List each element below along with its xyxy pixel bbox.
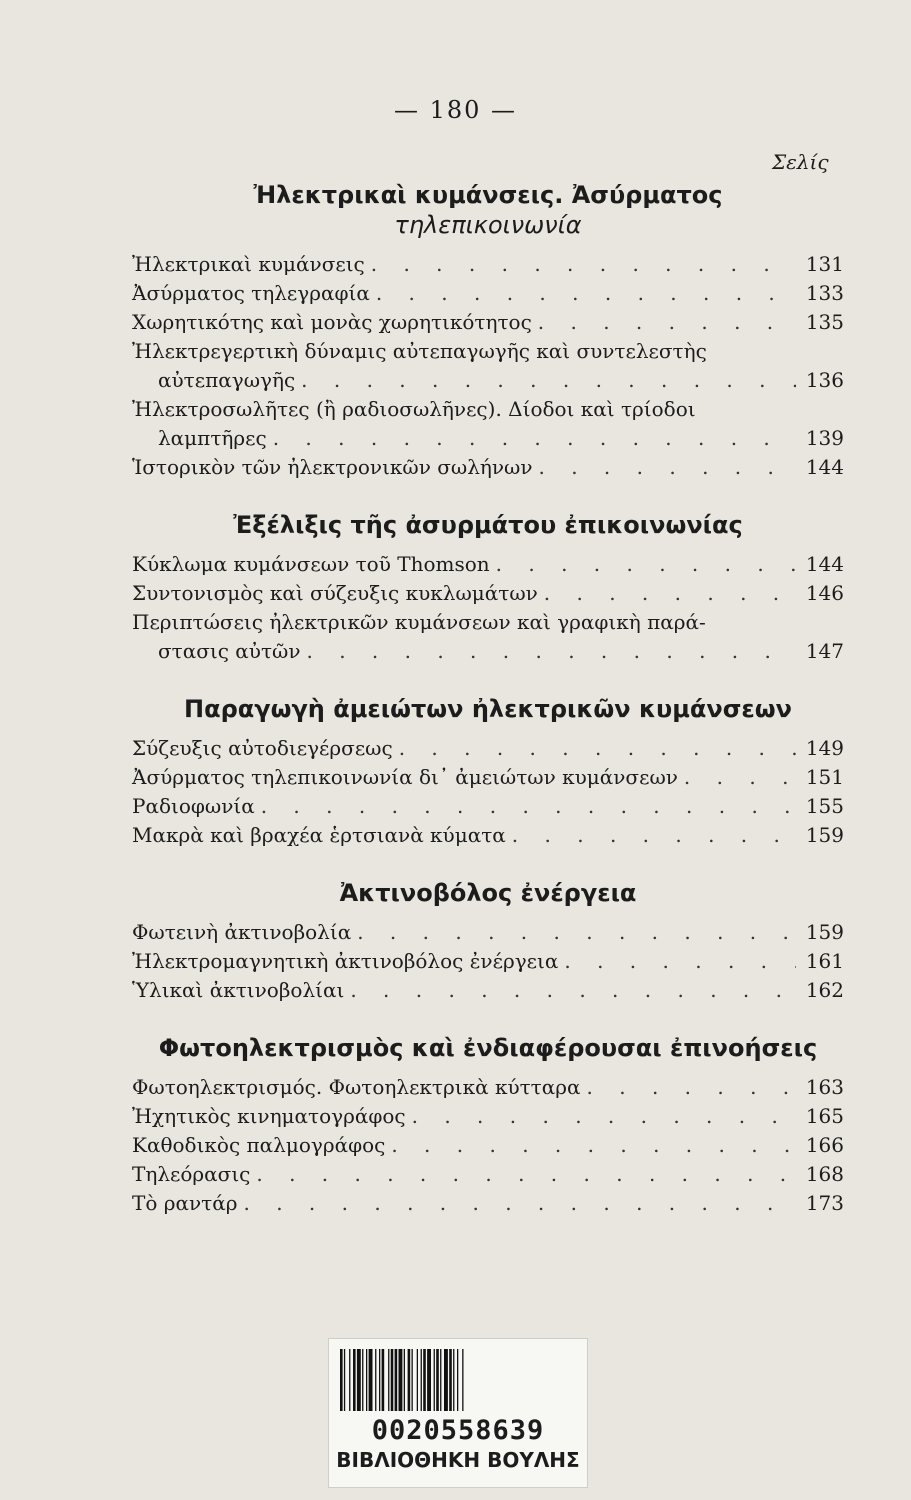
entry-page-number: 159	[805, 823, 844, 847]
entry-title: Συντονισμὸς καὶ σύζευξις κυκλωμάτων	[132, 581, 538, 605]
dot-leader	[399, 734, 796, 763]
toc-section	[132, 510, 844, 686]
entry-text-line: Ἠλεκτρεγερτικὴ δύναμις αὐτεπαγωγῆς καὶ συντελεστὴς	[132, 339, 707, 363]
entry-page-number: 131	[805, 252, 844, 276]
entry-page-number: 133	[805, 281, 844, 305]
page-number: — 180 —	[393, 96, 518, 124]
barcode-number: 0020558639	[371, 1415, 545, 1446]
entry-title: Ἠχητικὸς κινηματογράφος	[132, 1104, 406, 1128]
toc-entry	[132, 792, 844, 821]
entry-page-number: 149	[805, 736, 844, 760]
toc-entry	[132, 1073, 844, 1102]
entry-text-line: Περιπτώσεις ἠλεκτρικῶν κυμάνσεων καὶ γραφικὴ παρά-	[132, 610, 706, 634]
entry-page-number: 147	[805, 639, 844, 663]
toc-entry	[132, 550, 844, 579]
entry-page-number: 165	[805, 1104, 844, 1128]
section-title	[132, 510, 844, 540]
entry-title: Ραδιοφωνία	[132, 794, 255, 818]
dot-leader	[256, 1160, 796, 1189]
section-title-text: Παραγωγὴ ἀμειώτων ἠλεκτρικῶν κυμάνσεων	[184, 695, 792, 723]
entry-title: Καθοδικὸς παλμογράφος	[132, 1133, 386, 1157]
entry-page-number: 161	[805, 949, 844, 973]
library-name: ΒΙΒΛΙΟΘΗΚΗ ΒΟΥΛΗΣ	[336, 1448, 580, 1472]
entry-title: Ὑλικαὶ ἀκτινοβολίαι	[132, 978, 345, 1002]
entry-title: Σύζευξις αὐτοδιεγέρσεως	[132, 736, 393, 760]
entry-title: αὐτεπαγωγῆς	[158, 368, 296, 392]
entry-page-number: 166	[805, 1133, 844, 1157]
entry-title: Ἀσύρματος τηλεγραφία	[132, 281, 370, 305]
section-title	[132, 878, 844, 908]
toc-section	[132, 694, 844, 870]
toc-entry	[132, 1102, 844, 1131]
dot-leader	[261, 792, 796, 821]
section-title-text: Φωτοηλεκτρισμὸς καὶ ἐνδιαφέρουσαι ἐπινοήσεις	[158, 1034, 818, 1062]
dot-leader	[587, 1073, 796, 1102]
dot-leader	[538, 308, 796, 337]
dot-leader	[301, 366, 796, 395]
toc-entry	[132, 947, 844, 976]
toc-entry	[132, 918, 844, 947]
toc-entry	[132, 250, 844, 279]
toc-entry	[132, 337, 844, 395]
table-of-contents	[132, 172, 844, 1218]
toc-entry	[132, 453, 844, 482]
toc-entry	[132, 734, 844, 763]
toc-entry	[132, 1189, 844, 1218]
dot-leader	[564, 947, 796, 976]
toc-entry	[132, 976, 844, 1005]
dot-leader	[391, 1131, 796, 1160]
dot-leader	[512, 821, 796, 850]
section-title	[132, 1033, 844, 1063]
dot-leader	[544, 579, 796, 608]
section-title-text: Ἐξέλιξις τῆς ἀσυρμάτου ἐπικοινωνίας	[233, 511, 743, 539]
entry-title: λαμπτῆρες	[158, 426, 267, 450]
entry-title: Χωρητικότης καὶ μονὰς χωρητικότητος	[132, 310, 532, 334]
entry-page-number: 136	[805, 368, 844, 392]
barcode-icon	[340, 1349, 576, 1411]
toc-entry	[132, 279, 844, 308]
entry-title: Ἠλεκτρομαγνητικὴ ἀκτινοβόλος ἐνέργεια	[132, 949, 559, 973]
entry-page-number: 146	[805, 581, 844, 605]
dot-leader	[357, 918, 796, 947]
section-title-text: Ἀκτινοβόλος ἐνέργεια	[339, 879, 637, 907]
entry-title: Φωτεινὴ ἀκτινοβολία	[132, 920, 352, 944]
entry-title: Φωτοηλεκτρισμός. Φωτοηλεκτρικὰ κύτταρα	[132, 1075, 581, 1099]
toc-entry	[132, 308, 844, 337]
entry-page-number: 144	[805, 552, 844, 576]
toc-entry	[132, 395, 844, 453]
entry-page-number: 168	[805, 1162, 844, 1186]
dot-leader	[496, 550, 796, 579]
dot-leader	[306, 637, 796, 666]
entry-text-line: Ἠλεκτροσωλῆτες (ἢ ραδιοσωλῆνες). Δίοδοι καὶ τρίοδοι	[132, 397, 696, 421]
dot-leader	[273, 424, 796, 453]
entry-title: Ἀσύρματος τηλεπικοινωνία δι᾽ ἀμειώτων κυμάνσεων	[132, 765, 678, 789]
dot-leader	[350, 976, 796, 1005]
entry-page-number: 159	[805, 920, 844, 944]
entry-page-number: 151	[805, 765, 844, 789]
section-subtitle: τηλεπικοινωνία	[394, 211, 582, 239]
entry-page-number: 163	[805, 1075, 844, 1099]
dot-leader	[412, 1102, 796, 1131]
entry-title: στασις αὐτῶν	[158, 639, 301, 663]
entry-title: Μακρὰ καὶ βραχέα ἑρτσιανὰ κύματα	[132, 823, 506, 847]
toc-section	[132, 180, 844, 502]
toc-entry	[132, 1160, 844, 1189]
dot-leader	[539, 453, 797, 482]
toc-section	[132, 878, 844, 1025]
dot-leader	[244, 1189, 797, 1218]
toc-entry	[132, 763, 844, 792]
entry-title: Τὸ ραντάρ	[132, 1191, 238, 1215]
dot-leader	[376, 279, 796, 308]
entry-title: Ἱστορικὸν τῶν ἠλεκτρονικῶν σωλήνων	[132, 455, 533, 479]
toc-entry	[132, 821, 844, 850]
pages-column-header: Σελίς	[772, 150, 829, 174]
entry-page-number: 139	[805, 426, 844, 450]
entry-page-number: 155	[805, 794, 844, 818]
entry-page-number: 144	[805, 455, 844, 479]
dot-leader	[684, 763, 796, 792]
entry-title: Κύκλωμα κυμάνσεων τοῦ Thomson	[132, 552, 490, 576]
toc-entry	[132, 579, 844, 608]
entry-page-number: 135	[805, 310, 844, 334]
entry-page-number: 173	[805, 1191, 844, 1215]
entry-title: Τηλεόρασις	[132, 1162, 251, 1186]
section-title	[132, 180, 844, 240]
entry-title: Ἠλεκτρικαὶ κυμάνσεις	[132, 252, 365, 276]
dot-leader	[371, 250, 796, 279]
toc-entry	[132, 608, 844, 666]
section-title-text: Ἠλεκτρικαὶ κυμάνσεις. Ἀσύρματος	[253, 181, 723, 209]
section-title	[132, 694, 844, 724]
library-stamp	[328, 1338, 588, 1488]
toc-entry	[132, 1131, 844, 1160]
toc-section	[132, 1033, 844, 1218]
entry-page-number: 162	[805, 978, 844, 1002]
